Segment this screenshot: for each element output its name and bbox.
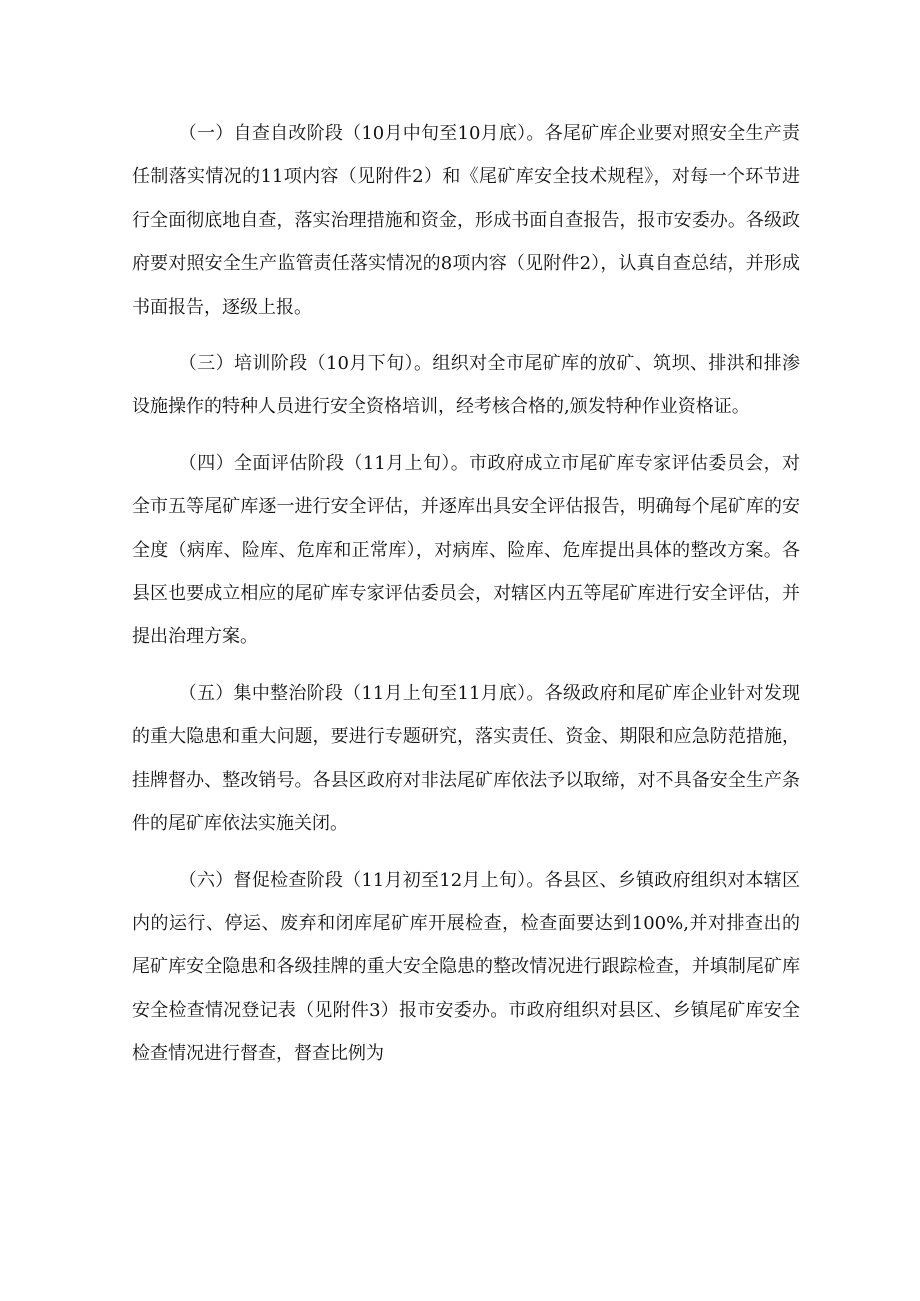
document-body [132, 112, 800, 1089]
paragraph-assessment-stage: （四）全面评估阶段（11月上旬）。市政府成立市尾矿库专家评估委员会，对全市五等尾矿库逐一进行安全评估，并逐库出具安全评估报告，明确每个尾矿库的安全度（病库、险库、危库和正常库），对病库、险库、危库提出具体的整改方案。各县区也要成立相应的尾矿库专家评估委员会，对辖区内五等尾矿库进行安全评估，并提出治理方案。 [132, 452, 800, 648]
paragraph-training-stage: （三）培训阶段（10月下旬）。组织对全市尾矿库的放矿、筑坝、排洪和排渗设施操作的特种人员进行安全资格培训，经考核合格的,颁发特种作业资格证。 [132, 353, 800, 418]
paragraph-supervision-stage: （六）督促检查阶段（11月初至12月上旬）。各县区、乡镇政府组织对本辖区内的运行、停运、废弃和闭库尾矿库开展检查，检查面要达到100%,并对排查出的尾矿库安全隐患和各级挂牌的重大安全隐患的整改情况进行跟踪检查，并填制尾矿库安全检查情况登记表（见附件3）报市安委办。市政府组织对县区、乡镇尾矿库安全检查情况进行督查，督查比例为 [132, 869, 800, 1065]
paragraph-rectification-stage: （五）集中整治阶段（11月上旬至11月底）。各级政府和尾矿库企业针对发现的重大隐患和重大问题，要进行专题研究，落实责任、资金、期限和应急防范措施，挂牌督办、整改销号。各县区政府对非法尾矿库依法予以取缔，对不具备安全生产条件的尾矿库依法实施关闭。 [132, 682, 800, 835]
paragraph-self-inspection-stage: （一）自查自改阶段（10月中旬至10月底）。各尾矿库企业要对照安全生产责任制落实情况的11项内容（见附件2）和《尾矿库安全技术规程》，对每一个环节进行全面彻底地自查，落实治理措施和资金，形成书面自查报告，报市安委办。各级政府要对照安全生产监管责任落实情况的8项内容（见附件2），认真自查总结，并形成书面报告，逐级上报。 [132, 123, 800, 318]
